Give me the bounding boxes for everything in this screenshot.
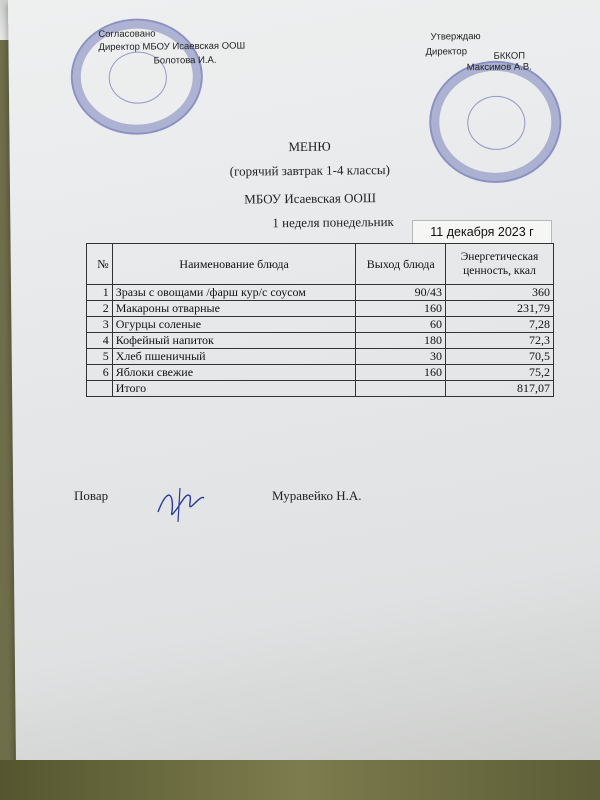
row-output: 160 [356,301,445,317]
cook-signature [150,482,210,524]
approval-right-line2b: БККОП [493,50,526,62]
row-name: Зразы с овощами /фарш кур/с соусом [112,285,356,301]
row-energy: 75,2 [445,365,553,381]
col-header-output: Выход блюда [356,244,445,285]
table-row [87,365,554,381]
page-subtitle: (горячий завтрак 1-4 классы) [229,162,390,179]
table-header-row [87,244,554,285]
approval-right-line2: Директор [425,46,468,58]
total-num-cell [87,381,113,397]
row-energy: 72,3 [445,333,553,349]
approval-left-line3: Болотова И.А. [153,54,217,67]
row-num: 6 [87,365,113,381]
approval-right-line1: Утверждаю [430,31,481,43]
row-output: 160 [356,365,445,381]
row-num: 2 [87,301,113,317]
school-name: МБОУ Исаевская ООШ [244,190,377,207]
row-num: 1 [87,285,113,301]
row-output: 60 [356,317,445,333]
table-row [87,349,554,365]
row-output: 180 [356,333,445,349]
col-header-energy: Энергетическая ценность, ккал [445,244,553,285]
total-output-cell [356,381,445,397]
page-title: МЕНЮ [288,138,331,155]
row-energy: 360 [445,285,553,301]
background-surface [0,760,600,800]
menu-table [86,243,554,397]
total-value: 817,07 [445,381,553,397]
date-label: 11 декабря 2023 г [412,220,552,244]
row-name: Кофейный напиток [112,333,356,349]
row-output: 90/43 [356,285,445,301]
total-row [87,381,554,397]
approval-left-line2: Директор МБОУ Исаевская ООШ [98,40,246,54]
row-output: 30 [356,349,445,365]
col-header-num: № [87,244,113,285]
table-row [87,333,554,349]
row-name: Макароны отварные [112,301,356,317]
row-num: 5 [87,349,113,365]
total-label: Итого [112,381,356,397]
row-name: Яблоки свежие [112,365,356,381]
row-num: 4 [87,333,113,349]
col-header-name: Наименование блюда [112,244,356,285]
table-row [87,317,554,333]
row-num: 3 [87,317,113,333]
approval-right-line3: Максимов А.В. [466,61,532,74]
table-row [87,285,554,301]
row-name: Огурцы соленые [112,317,356,333]
row-energy: 70,5 [445,349,553,365]
row-energy: 231,79 [445,301,553,317]
approval-left-line1: Согласовано [98,28,156,41]
cook-name: Муравейко Н.А. [272,488,362,503]
cook-label: Повар [74,488,109,503]
row-name: Хлеб пшеничный [112,349,356,365]
row-energy: 7,28 [445,317,553,333]
table-row [87,301,554,317]
week-day: 1 неделя понедельник [272,213,394,231]
